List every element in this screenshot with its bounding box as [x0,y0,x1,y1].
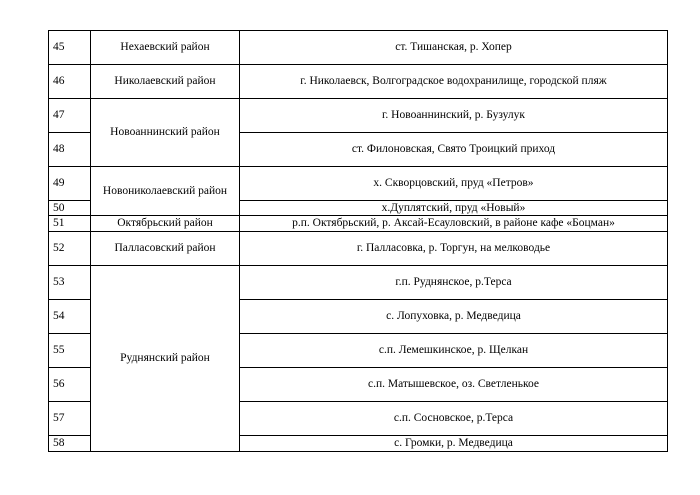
table-row [49,167,668,201]
district-name: Октябрьский район [91,216,240,232]
location-description: ст. Тишанская, р. Хопер [240,31,668,65]
row-number: 58 [49,436,91,452]
table-row [49,266,668,300]
row-number: 47 [49,99,91,133]
table-row [49,232,668,266]
location-description: с. Громки, р. Медведица [240,436,668,452]
row-number: 46 [49,65,91,99]
table-row [49,65,668,99]
location-description: с.п. Матышевское, оз. Светленькое [240,368,668,402]
row-number: 57 [49,402,91,436]
locations-table [48,30,668,452]
location-description: г. Новоаннинский, р. Бузулук [240,99,668,133]
location-description: р.п. Октябрьский, р. Аксай-Есауловский, в районе кафе «Боцман» [240,216,668,232]
row-number: 52 [49,232,91,266]
table-row [49,99,668,133]
district-name: Руднянский район [91,266,240,452]
location-description: г. Николаевск, Волгоградское водохранилище, городской пляж [240,65,668,99]
row-number: 56 [49,368,91,402]
table-row [49,31,668,65]
district-name: Палласовский район [91,232,240,266]
location-description: с. Лопуховка, р. Медведица [240,300,668,334]
table-row [49,216,668,232]
location-description: г. Палласовка, р. Торгун, на мелководье [240,232,668,266]
location-description: г.п. Руднянское, р.Терса [240,266,668,300]
location-description: ст. Филоновская, Свято Троицкий приход [240,133,668,167]
location-description: с.п. Сосновское, р.Терса [240,402,668,436]
district-name: Николаевский район [91,65,240,99]
row-number: 51 [49,216,91,232]
location-description: с.п. Лемешкинское, р. Щелкан [240,334,668,368]
district-name: Новоаннинский район [91,99,240,167]
row-number: 55 [49,334,91,368]
location-description: х.Дуплятский, пруд «Новый» [240,201,668,216]
row-number: 53 [49,266,91,300]
location-description: х. Скворцовский, пруд «Петров» [240,167,668,201]
row-number: 54 [49,300,91,334]
district-name: Нехаевский район [91,31,240,65]
row-number: 50 [49,201,91,216]
row-number: 45 [49,31,91,65]
row-number: 48 [49,133,91,167]
row-number: 49 [49,167,91,201]
district-name: Новониколаевский район [91,167,240,216]
